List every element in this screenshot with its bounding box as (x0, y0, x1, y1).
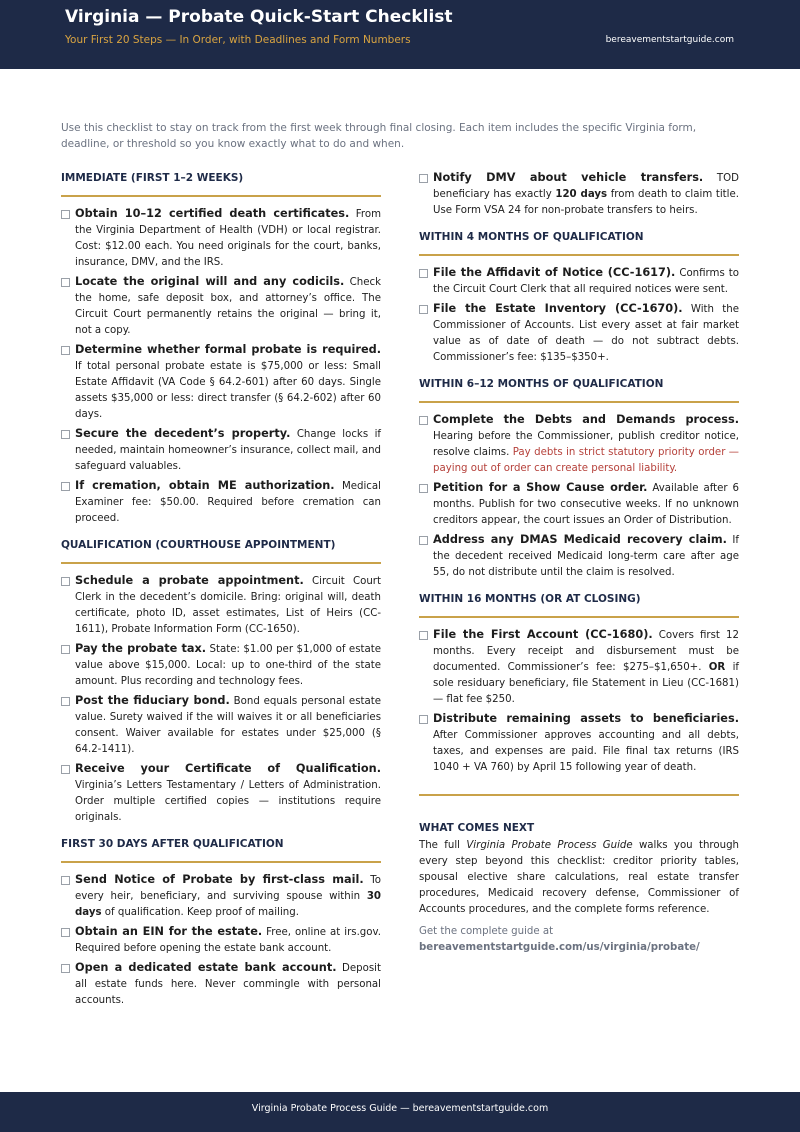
item-text: To every heir, beneficiary, and surviving spouse within (75, 875, 381, 902)
get-guide-label: Get the complete guide at (419, 926, 554, 937)
section-title-within-6-12-months: WITHIN 6–12 MONTHS OF QUALIFICATION (419, 378, 664, 390)
item-lead: Distribute remaining assets to beneficiaries. (433, 712, 739, 725)
item-lead: File the Estate Inventory (CC-1670). (433, 302, 683, 315)
item-lead: Secure the decedent’s property. (75, 427, 291, 440)
item-lead: Pay the probate tax. (75, 642, 207, 655)
checkbox[interactable] (419, 484, 428, 493)
section-title-immediate: IMMEDIATE (FIRST 1–2 WEEKS) (61, 172, 244, 184)
checklist-item (61, 641, 381, 690)
item-lead: Locate the original will and any codicils. (75, 275, 345, 288)
item-text: Bond equals personal estate value. Surety waived if the will waives it or all beneficiaries consent. Waiver available for estates under $25,000 (§ 64.2-1411). (75, 696, 381, 755)
checkbox[interactable] (419, 631, 428, 640)
checklist-item (61, 924, 381, 957)
section-divider (419, 616, 739, 618)
item-text: Confirms to the Circuit Court Clerk that all required notices were sent. (433, 268, 739, 295)
checklist-item (61, 872, 381, 921)
item-warning: Pay debts in strict statutory priority order — paying out of order can create personal liability. (433, 447, 739, 474)
checklist-item (419, 412, 739, 477)
checklist-item (61, 573, 381, 638)
checkbox[interactable] (61, 964, 70, 973)
item-lead: Petition for a Show Cause order. (433, 481, 648, 494)
checklist-item (61, 761, 381, 826)
item-text: Change locks if needed, maintain homeowner’s insurance, collect mail, and safeguard valuables. (75, 429, 381, 472)
checkbox[interactable] (419, 174, 428, 183)
checkbox[interactable] (61, 697, 70, 706)
item-lead: Determine whether formal probate is required. (75, 343, 381, 356)
section-title-first-30-days: FIRST 30 DAYS AFTER QUALIFICATION (61, 838, 284, 850)
page-subtitle: Your First 20 Steps — In Order, with Deadlines and Form Numbers (65, 34, 411, 46)
item-lead: Open a dedicated estate bank account. (75, 961, 337, 974)
checkbox[interactable] (61, 765, 70, 774)
item-lead: Post the fiduciary bond. (75, 694, 230, 707)
checkbox[interactable] (61, 928, 70, 937)
right-column (419, 170, 739, 956)
page-title: Virginia — Probate Quick-Start Checklist (65, 7, 453, 27)
item-text: From the Virginia Department of Health (VDH) or local registrar. Cost: $12.00 each. You need originals for the court, banks, insurance, DMV, and the IRS. (75, 209, 381, 268)
checkbox[interactable] (61, 645, 70, 654)
item-text: After Commissioner approves accounting and all debts, taxes, and expenses are paid. File final tax returns (IRS 1040 + VA 760) by April 15 following year of death. (433, 730, 739, 773)
item-lead: Address any DMAS Medicaid recovery claim. (433, 533, 727, 546)
header-site-link[interactable]: bereavementstartguide.com (605, 35, 734, 45)
body-text: walks you through every step beyond this checklist: creditor priority tables, spousal elective share calculations, real estate transfer procedures, Medicaid recovery defense, Commissioner of Accounts procedures, and the complete forms reference. (419, 840, 739, 915)
checklist-item (61, 426, 381, 475)
item-text: of qualification. Keep proof of mailing. (101, 907, 299, 918)
item-lead: Obtain 10–12 certified death certificates. (75, 207, 350, 220)
checkbox[interactable] (419, 536, 428, 545)
guide-title: Virginia Probate Process Guide (466, 840, 633, 851)
closing-divider (419, 794, 739, 796)
checklist-item (419, 301, 739, 366)
checklist-item (419, 480, 739, 529)
item-lead: Schedule a probate appointment. (75, 574, 304, 587)
checkbox[interactable] (61, 577, 70, 586)
section-title-qualification: QUALIFICATION (COURTHOUSE APPOINTMENT) (61, 539, 336, 551)
checkbox[interactable] (61, 210, 70, 219)
item-text: Virginia’s Letters Testamentary / Letters of Administration. Order multiple certified copies — institutions require originals. (75, 780, 381, 823)
item-lead: File the First Account (CC-1680). (433, 628, 653, 641)
item-text: Medical Examiner fee: $50.00. Required before cremation can proceed. (75, 481, 381, 524)
intro-text: Use this checklist to stay on track from the first week through final closing. Each item includes the specific Virginia form, deadline, or threshold so you know exactly what to do and when. (61, 122, 697, 150)
checklist-item (419, 532, 739, 581)
checklist-item (419, 711, 739, 776)
section-title-within-16-months: WITHIN 16 MONTHS (OR AT CLOSING) (419, 593, 641, 605)
item-text: State: $1.00 per $1,000 of estate value above $15,000. Local: up to one-third of the state amount. Plus recording and technology fees. (75, 644, 381, 687)
checkbox[interactable] (419, 416, 428, 425)
checkbox[interactable] (419, 305, 428, 314)
section-divider (61, 861, 381, 863)
item-emphasis: 30 days (75, 891, 381, 918)
what-comes-next-title: WHAT COMES NEXT (419, 822, 535, 834)
item-text: Covers first 12 months. Every receipt and disbursement must be documented. Commissioner’s fee: $275–$1,650+. (433, 630, 739, 673)
section-divider (61, 195, 381, 197)
checklist-item (419, 170, 739, 219)
item-text: Free, online at irs.gov. Required before opening the estate bank account. (75, 927, 381, 954)
item-lead: Notify DMV about vehicle transfers. (433, 171, 704, 184)
checklist-item (419, 265, 739, 298)
item-text: With the Commissioner of Accounts. List every asset at fair market value as of date of death — do not subtract debts. Commissioner’s fee: $135–$350+. (433, 304, 739, 363)
checkbox[interactable] (61, 482, 70, 491)
item-text: Check the home, safe deposit box, and attorney’s office. The Circuit Court permanently retains the original — bring it, not a copy. (75, 277, 382, 336)
checklist-item (61, 478, 381, 527)
checklist-item (61, 693, 381, 758)
section-title-within-4-months: WITHIN 4 MONTHS OF QUALIFICATION (419, 231, 644, 243)
checkbox[interactable] (61, 278, 70, 287)
checklist-item (61, 960, 381, 1009)
item-text: Circuit Court Clerk in the decedent’s domicile. Bring: original will, death certificate, photo ID, asset estimates, List of Heirs (CC-1611), Probate Information Form (CC-1650). (75, 576, 381, 635)
what-comes-next-body (419, 838, 739, 918)
section-divider (419, 254, 739, 256)
footer-text: Virginia Probate Process Guide — bereavementstartguide.com (251, 1103, 549, 1114)
item-text: if sole residuary beneficiary, file Statement in Lieu (CC-1681) — flat fee $250. (433, 662, 740, 705)
checkbox[interactable] (61, 346, 70, 355)
checklist-item (61, 342, 381, 423)
page-footer (0, 1092, 800, 1132)
left-column (61, 170, 381, 1012)
item-emphasis: OR (708, 662, 726, 673)
item-text: If the decedent received Medicaid long-term care after age 55, do not distribute until the claim is resolved. (433, 535, 739, 578)
item-text: TOD beneficiary has exactly (433, 173, 739, 200)
item-lead: Obtain an EIN for the estate. (75, 925, 263, 938)
item-text: from death to claim title. Use Form VSA 24 for non-probate transfers to heirs. (433, 189, 740, 216)
page-header (0, 0, 800, 69)
item-text: Available after 6 months. Publish for two consecutive weeks. If no unknown creditors appear, the court issues an Order of Distribution. (433, 483, 739, 526)
section-divider (419, 401, 739, 403)
checklist-item (419, 627, 739, 708)
body-text: The full (419, 840, 467, 851)
item-text: If total personal probate estate is $75,000 or less: Small Estate Affidavit (VA Code § 64.2-601) after 60 days. Single assets $35,000 or less: direct transfer (§ 64.2-602) after 60 days. (75, 361, 381, 420)
item-text: Deposit all estate funds here. Never commingle with personal accounts. (75, 963, 381, 1006)
checkbox[interactable] (419, 269, 428, 278)
checklist-item (61, 274, 381, 339)
checkbox[interactable] (61, 430, 70, 439)
section-divider (61, 562, 381, 564)
item-lead: Send Notice of Probate by first-class mail. (75, 873, 364, 886)
item-lead: If cremation, obtain ME authorization. (75, 479, 335, 492)
item-lead: Receive your Certificate of Qualification. (75, 762, 381, 775)
item-lead: Complete the Debts and Demands process. (433, 413, 739, 426)
checkbox[interactable] (419, 715, 428, 724)
item-lead: File the Affidavit of Notice (CC-1617). (433, 266, 676, 279)
item-text: Hearing before the Commissioner, publish creditor notice, resolve claims. (433, 431, 739, 458)
guide-url-link[interactable]: bereavementstartguide.com/us/virginia/probate/ (419, 942, 700, 953)
checklist-item (61, 206, 381, 271)
item-emphasis: 120 days (555, 189, 608, 200)
checkbox[interactable] (61, 876, 70, 885)
